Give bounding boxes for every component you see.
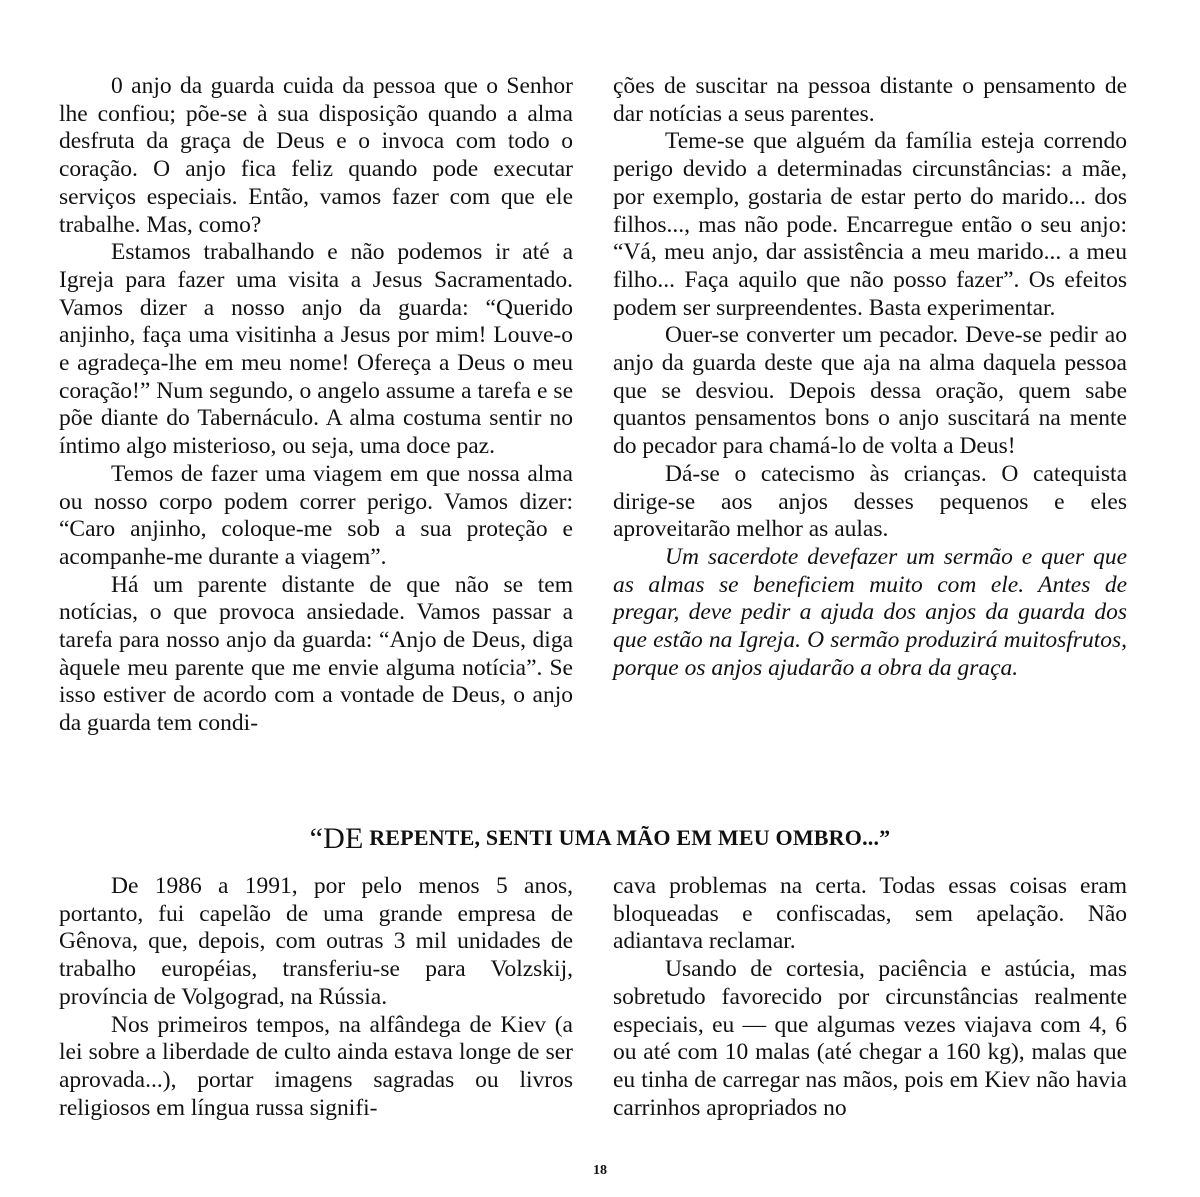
heading-lead: “DE xyxy=(309,822,364,855)
paragraph: Nos primeiros tempos, na alfândega de Kiev (a lei sobre a liberdade de culto ainda estava longe de ser aprovada...), portar imagens sagradas ou livros religiosos em língua russa signifi- xyxy=(59,1011,573,1121)
paragraph: Há um parente distante de que não se tem notícias, o que provoca ansiedade. Vamos passar a tarefa para nosso anjo da guarda: “Anjo de Deus, diga àquele meu parente que me envie alguma notícia”. Se isso estiver de acordo com a vontade de Deus, o anjo da guarda tem condi- xyxy=(59,571,573,737)
paragraph: Estamos trabalhando e não podemos ir até a Igreja para fazer uma visita a Jesus Sacramentado. Vamos dizer a nosso anjo da guarda: “Querido anjinho, faça uma visitinha a Jesus por mim! Louve-o e agradeça-lhe em meu nome! Ofereça a Deus o meu coração!” Num segundo, o angelo assume a tarefa e se põe diante do Tabernáculo. A alma costuma sentir no íntimo algo misterioso, ou seja, uma doce paz. xyxy=(59,239,573,460)
paragraph: Usando de cortesia, paciência e astúcia, mas sobretudo favorecido por circunstâncias realmente especiais, eu — que algumas vezes viajava com 4, 6 ou até com 10 malas (até chegar a 160 kg), malas que eu tinha de carregar nas mãos, pois em Kiev não havia carrinhos apropriados no xyxy=(613,956,1127,1121)
paragraph: Teme-se que alguém da família esteja correndo perigo devido a determinadas circunstâncias: a mãe, por exemplo, gostaria de estar perto do marido... dos filhos..., mas não pode. Encarregue então o seu anjo: “Vá, meu anjo, dar assistência a meu marido... a meu filho... Faça aquilo que não posso fazer”. Os efeitos podem ser surpreendentes. Basta experimentar. xyxy=(613,128,1127,321)
paragraph: Temos de fazer uma viagem em que nossa alma ou nosso corpo podem correr perigo. Vamos dizer: “Caro anjinho, coloque-me sob a sua proteção e acompanhe-me durante a viagem”. xyxy=(59,460,573,570)
top-right-column xyxy=(613,73,1127,682)
paragraph: De 1986 a 1991, por pelo menos 5 anos, portanto, fui capelão de uma grande empresa de Gênova, que, depois, com outras 3 mil unidades de trabalho européias, transferiu-se para Volzskij, província de Volgograd, na Rússia. xyxy=(59,873,573,1010)
paragraph-continuation: ções de suscitar na pessoa distante o pensamento de dar notícias a seus parentes. xyxy=(613,73,1127,127)
paragraph-continuation: cava problemas na certa. Todas essas coisas eram bloqueadas e confiscadas, sem apelação. Não adiantava reclamar. xyxy=(613,873,1127,955)
bottom-left-column xyxy=(59,873,573,1122)
bottom-right-column xyxy=(613,873,1127,1122)
top-left-column xyxy=(59,73,573,738)
paragraph: Ouer-se converter um pecador. Deve-se pedir ao anjo da guarda deste que aja na alma daquela pessoa que se desviou. Depois dessa oração, quem sabe quantos pensamentos bons o anjo suscitará na mente do pecador para chamá-lo de volta a Deus! xyxy=(613,322,1127,460)
heading-text: REPENTE, SENTI UMA MÃO EM MEU OMBRO...” xyxy=(369,825,891,850)
paragraph: Dá-se o catecismo às crianças. O catequista dirige-se aos anjos desses pequenos e eles aproveitarão melhor as aulas. xyxy=(613,460,1127,543)
page-number: 18 xyxy=(593,1163,607,1178)
italic-paragraph: Um sacerdote devefazer um sermão e quer que as almas se beneficiem muito com ele. Antes de pregar, deve pedir a ajuda dos anjos da guarda dos que estão na Igreja. O sermão produzirá muitosfrutos, porque os anjos ajudarão a obra da graça. xyxy=(613,543,1127,681)
section-heading xyxy=(0,822,1200,856)
paragraph: 0 anjo da guarda cuida da pessoa que o Senhor lhe confiou; põe-se à sua disposição quando a alma desfruta da graça de Deus e o invoca com todo o coração. O anjo fica feliz quando pode executar serviços especiais. Então, vamos fazer com que ele trabalhe. Mas, como? xyxy=(59,73,573,238)
